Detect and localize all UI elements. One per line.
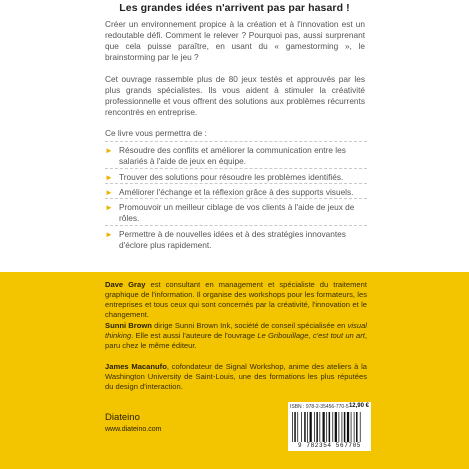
isbn-text: ISBN : 978-2-35456-770-5 — [290, 404, 349, 410]
barcode-bar — [297, 412, 298, 442]
barcode-bar — [332, 412, 333, 442]
dashed-divider — [105, 225, 367, 226]
author-name: Dave Gray — [105, 280, 146, 289]
publisher-website: www.diateino.com — [105, 426, 162, 433]
barcode-bar — [329, 412, 331, 442]
barcode-bar — [294, 412, 296, 442]
barcode-bar — [335, 412, 337, 442]
list-item — [105, 168, 367, 183]
barcode-bar — [304, 412, 306, 442]
list-intro: Ce livre vous permettra de : — [105, 128, 207, 138]
content-paragraph: Cet ouvrage rassemble plus de 80 jeux testés et approuvés par les plus grands spécialistes. Ils vous aident à stimuler la créativité professionnelle et vous offrent des solutions aux problèmes récurrents rencontrés en entreprise. — [105, 74, 365, 117]
barcode-bar — [347, 412, 349, 442]
publisher-name: Diateino — [105, 412, 140, 423]
barcode-bar — [319, 412, 320, 442]
isbn-box — [288, 402, 371, 451]
barcode-bar — [342, 412, 343, 442]
author-bio-james-macanufo — [105, 362, 367, 392]
barcode-bar — [326, 412, 327, 442]
list-item-text: Trouver des solutions pour résoudre les problèmes identifiés. — [119, 172, 344, 182]
bullet-arrow-icon: ► — [105, 230, 113, 239]
list-item-text: Améliorer l'échange et la réflexion grâce à des supports visuels. — [119, 187, 354, 197]
barcode-bar — [356, 412, 358, 442]
author-bio-sunni-brown — [105, 321, 367, 351]
author-name: James Macanufo — [105, 362, 167, 371]
author-name: Sunni Brown — [105, 321, 152, 330]
barcode-bar — [323, 412, 325, 442]
book-title-italic: Le Gribouillage, c'est tout un art — [257, 331, 365, 340]
list-item-text: Permettre à de nouvelles idées et à des stratégies innovantes d'éclore plus rapidement. — [119, 229, 346, 250]
barcode-bar — [292, 412, 293, 442]
dashed-divider — [105, 198, 367, 199]
barcode-bar — [354, 412, 355, 442]
list-item — [105, 198, 367, 224]
author-bio-text: . Elle est aussi l'auteure de l'ouvrage — [131, 331, 258, 340]
author-bio-dave-gray — [105, 280, 367, 320]
barcode-bar — [301, 412, 302, 442]
barcode-number: 9 782354 567705 — [297, 442, 361, 449]
list-item — [105, 183, 367, 198]
barcode-bar — [310, 412, 312, 442]
dashed-divider — [105, 141, 367, 142]
bullet-arrow-icon: ► — [105, 188, 113, 197]
barcode-icon — [291, 412, 368, 442]
dashed-divider — [105, 168, 367, 169]
intro-paragraph: Créer un environnement propice à la création et à l'innovation est un redoutable défi. Comment le relever ? Pourquoi pas, aussi surprenant que cela puisse paraître, en usant du « gamestorming », le brainstorming par le jeu ? — [105, 19, 365, 62]
list-item — [105, 141, 367, 167]
barcode-bar — [314, 412, 315, 442]
list-item-text: Promouvoir un meilleur ciblage de vos clients à l'aide de jeux de rôles. — [119, 202, 355, 223]
barcode-bar — [360, 412, 361, 442]
barcode-bar — [316, 412, 318, 442]
barcode-bar — [351, 412, 352, 442]
bullet-arrow-icon: ► — [105, 173, 113, 182]
dashed-divider — [105, 183, 367, 184]
bullet-arrow-icon: ► — [105, 146, 113, 155]
author-bio-italic: visual thinking — [105, 321, 367, 340]
bullet-arrow-icon: ► — [105, 203, 113, 212]
price: 12,90 € — [348, 403, 369, 409]
author-bio-text: , paru chez le même éditeur. — [105, 331, 367, 350]
author-bio-text: dirige Sunni Brown Ink, société de conseil spécialisée en — [151, 321, 348, 330]
headline: Les grandes idées n'arrivent pas par hasard ! — [119, 2, 350, 14]
barcode-bar — [307, 412, 308, 442]
list-item-text: Résoudre des conflits et améliorer la communication entre les salariés à l'aide de jeux en équipe. — [119, 145, 346, 166]
barcode-bar — [344, 412, 346, 442]
author-bio-text: , cofondateur de Signal Workshop, anime des ateliers à la Washington University de Saint-Louis, une des formations les plus réputées du design d'interaction. — [105, 362, 367, 391]
barcode-bar — [339, 412, 340, 442]
list-item — [105, 225, 367, 251]
author-bio-text: est consultant en management et spécialiste du traitement graphique de l'information. Il organise des workshops pour les formateurs, les entreprises et tous ceux qui sont concernés par la créativité, l'innovation et le changement. — [105, 280, 367, 319]
